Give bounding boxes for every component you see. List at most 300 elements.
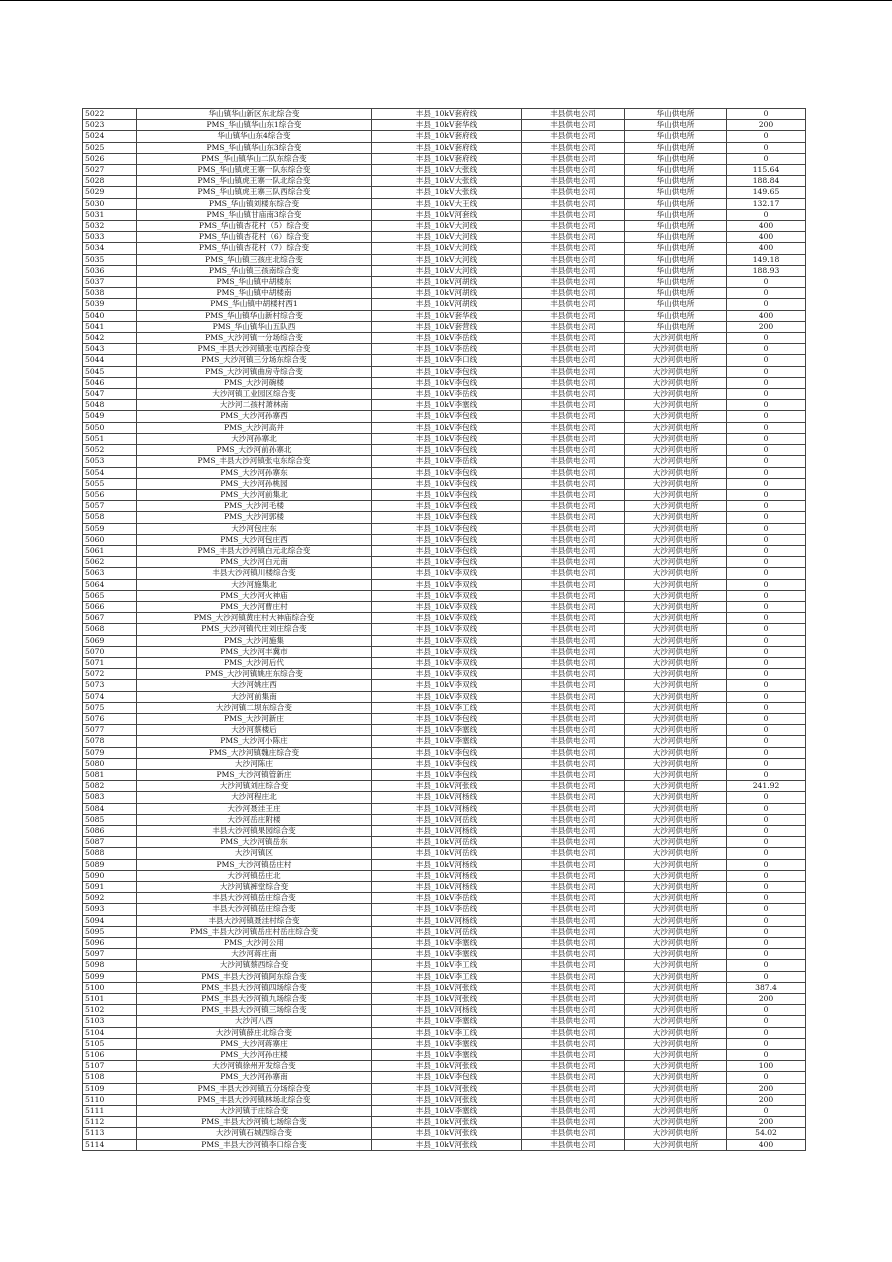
cell-id: 5069 (83, 635, 137, 646)
table-row (83, 915, 806, 926)
table-row (83, 310, 806, 321)
cell-id: 5091 (83, 882, 137, 893)
table-row (83, 131, 806, 142)
table-row (83, 187, 806, 198)
cell-company: 丰县供电公司 (522, 120, 625, 131)
cell-id: 5107 (83, 1061, 137, 1072)
cell-id: 5089 (83, 859, 137, 870)
cell-company: 丰县供电公司 (522, 848, 625, 859)
cell-company: 丰县供电公司 (522, 893, 625, 904)
cell-feeder-line: 丰县_10kV李双线 (372, 613, 522, 624)
cell-id: 5038 (83, 288, 137, 299)
table-body (83, 109, 806, 1151)
cell-transformer-name: PMS_华山镇中胡楼南 (137, 288, 372, 299)
data-table (82, 108, 806, 1151)
cell-company: 丰县供电公司 (522, 254, 625, 265)
cell-station: 大沙河供电所 (625, 333, 727, 344)
table-row (83, 478, 806, 489)
cell-station: 大沙河供电所 (625, 478, 727, 489)
cell-station: 大沙河供电所 (625, 1038, 727, 1049)
cell-transformer-name: PMS_大沙河孙寨西 (137, 411, 372, 422)
cell-transformer-name: 华山镇华山新区东北综合变 (137, 109, 372, 120)
table-row (83, 1072, 806, 1083)
cell-id: 5088 (83, 848, 137, 859)
cell-company: 丰县供电公司 (522, 781, 625, 792)
cell-transformer-name: PMS_大沙河镇管新庄 (137, 769, 372, 780)
cell-id: 5100 (83, 982, 137, 993)
cell-value: 0 (727, 344, 806, 355)
cell-station: 大沙河供电所 (625, 579, 727, 590)
table-row (83, 422, 806, 433)
cell-company: 丰县供电公司 (522, 702, 625, 713)
page-top-rule (0, 0, 892, 1)
cell-transformer-name: 丰县大沙河镇岳庄综合变 (137, 893, 372, 904)
table-row (83, 1061, 806, 1072)
cell-id: 5077 (83, 725, 137, 736)
cell-value: 0 (727, 792, 806, 803)
cell-feeder-line: 丰县_10kV李塞线 (372, 725, 522, 736)
cell-feeder-line: 丰县_10kV河张线 (372, 994, 522, 1005)
table-row (83, 859, 806, 870)
cell-company: 丰县供电公司 (522, 221, 625, 232)
table-row (83, 702, 806, 713)
cell-transformer-name: 大沙河镇区 (137, 848, 372, 859)
cell-company: 丰县供电公司 (522, 209, 625, 220)
cell-id: 5087 (83, 837, 137, 848)
cell-feeder-line: 丰县_10kV河张线 (372, 982, 522, 993)
cell-transformer-name: PMS_大沙河新庄 (137, 713, 372, 724)
cell-feeder-line: 丰县_10kV李包线 (372, 366, 522, 377)
cell-transformer-name: PMS_丰县大沙河镇白元北综合变 (137, 545, 372, 556)
cell-feeder-line: 丰县_10kV李包线 (372, 512, 522, 523)
cell-transformer-name: 大沙河施集北 (137, 579, 372, 590)
cell-transformer-name: PMS_大沙河镇魏庄综合变 (137, 747, 372, 758)
cell-transformer-name: PMS_丰县大沙河镇三场综合变 (137, 1005, 372, 1016)
cell-value: 188.84 (727, 176, 806, 187)
cell-id: 5102 (83, 1005, 137, 1016)
cell-id: 5030 (83, 198, 137, 209)
cell-company: 丰县供电公司 (522, 915, 625, 926)
cell-transformer-name: PMS_华山镇中胡楼村西1 (137, 299, 372, 310)
cell-company: 丰县供电公司 (522, 344, 625, 355)
cell-value: 0 (727, 411, 806, 422)
cell-station: 大沙河供电所 (625, 680, 727, 691)
cell-station: 大沙河供电所 (625, 523, 727, 534)
table-row (83, 736, 806, 747)
cell-company: 丰县供电公司 (522, 109, 625, 120)
cell-transformer-name: PMS_大沙河火神庙 (137, 590, 372, 601)
cell-id: 5093 (83, 904, 137, 915)
cell-company: 丰县供电公司 (522, 512, 625, 523)
cell-transformer-name: PMS_华山镇虎王寨一队北综合变 (137, 176, 372, 187)
table-row (83, 1083, 806, 1094)
cell-value: 54.02 (727, 1128, 806, 1139)
cell-station: 大沙河供电所 (625, 366, 727, 377)
cell-value: 0 (727, 758, 806, 769)
table-row (83, 321, 806, 332)
cell-feeder-line: 丰县_10kV河杨线 (372, 803, 522, 814)
cell-id: 5106 (83, 1050, 137, 1061)
cell-transformer-name: PMS_大沙河孙庄楼 (137, 1050, 372, 1061)
cell-value: 0 (727, 949, 806, 960)
cell-company: 丰县供电公司 (522, 1083, 625, 1094)
cell-feeder-line: 丰县_10kV李包线 (372, 478, 522, 489)
cell-id: 5105 (83, 1038, 137, 1049)
table-row (83, 814, 806, 825)
cell-station: 大沙河供电所 (625, 400, 727, 411)
cell-feeder-line: 丰县_10kV李包线 (372, 411, 522, 422)
cell-station: 大沙河供电所 (625, 467, 727, 478)
cell-feeder-line: 丰县_10kV李双线 (372, 657, 522, 668)
cell-station: 大沙河供电所 (625, 456, 727, 467)
cell-transformer-name: 丰县大沙河镇聂洼村综合变 (137, 915, 372, 926)
cell-value: 0 (727, 422, 806, 433)
cell-station: 大沙河供电所 (625, 377, 727, 388)
cell-company: 丰县供电公司 (522, 400, 625, 411)
cell-value: 0 (727, 893, 806, 904)
cell-transformer-name: 大沙河镇岳庄北 (137, 870, 372, 881)
cell-station: 大沙河供电所 (625, 814, 727, 825)
cell-company: 丰县供电公司 (522, 1027, 625, 1038)
cell-feeder-line: 丰县_10kV李包线 (372, 501, 522, 512)
cell-company: 丰县供电公司 (522, 288, 625, 299)
table-row (83, 680, 806, 691)
cell-company: 丰县供电公司 (522, 1128, 625, 1139)
cell-station: 华山供电所 (625, 243, 727, 254)
cell-id: 5026 (83, 153, 137, 164)
cell-feeder-line: 丰县_10kV李岳线 (372, 456, 522, 467)
cell-station: 大沙河供电所 (625, 960, 727, 971)
cell-id: 5070 (83, 646, 137, 657)
cell-station: 华山供电所 (625, 265, 727, 276)
cell-value: 400 (727, 243, 806, 254)
cell-id: 5111 (83, 1106, 137, 1117)
cell-transformer-name: PMS_华山镇杏花村（7）综合变 (137, 243, 372, 254)
cell-feeder-line: 丰县_10kV河杨线 (372, 1005, 522, 1016)
cell-station: 华山供电所 (625, 209, 727, 220)
cell-feeder-line: 丰县_10kV李塞线 (372, 1038, 522, 1049)
cell-feeder-line: 丰县_10kV李塞线 (372, 949, 522, 960)
cell-company: 丰县供电公司 (522, 165, 625, 176)
cell-feeder-line: 丰县_10kV李双线 (372, 624, 522, 635)
cell-feeder-line: 丰县_10kV李包线 (372, 747, 522, 758)
cell-id: 5022 (83, 109, 137, 120)
cell-id: 5039 (83, 299, 137, 310)
cell-value: 0 (727, 803, 806, 814)
cell-station: 大沙河供电所 (625, 557, 727, 568)
cell-station: 大沙河供电所 (625, 657, 727, 668)
cell-transformer-name: 大沙河镇薛庄北综合变 (137, 1027, 372, 1038)
cell-station: 大沙河供电所 (625, 713, 727, 724)
cell-feeder-line: 丰县_10kV河岳线 (372, 848, 522, 859)
table-row (83, 366, 806, 377)
cell-id: 5049 (83, 411, 137, 422)
cell-company: 丰县供电公司 (522, 926, 625, 937)
cell-company: 丰县供电公司 (522, 736, 625, 747)
cell-transformer-name: PMS_大沙河孙寨东 (137, 467, 372, 478)
cell-value: 0 (727, 859, 806, 870)
cell-transformer-name: PMS_大沙河白元南 (137, 557, 372, 568)
cell-feeder-line: 丰县_10kV河杨线 (372, 859, 522, 870)
cell-id: 5078 (83, 736, 137, 747)
cell-station: 大沙河供电所 (625, 938, 727, 949)
cell-transformer-name: 大沙河岳庄附楼 (137, 814, 372, 825)
cell-station: 华山供电所 (625, 221, 727, 232)
cell-company: 丰县供电公司 (522, 971, 625, 982)
cell-transformer-name: PMS_大沙河毛楼 (137, 501, 372, 512)
cell-feeder-line: 丰县_10kV河岳线 (372, 926, 522, 937)
cell-value: 0 (727, 400, 806, 411)
cell-transformer-name: 大沙河镇于庄综合变 (137, 1106, 372, 1117)
cell-value: 0 (727, 534, 806, 545)
cell-feeder-line: 丰县_10kV李包线 (372, 769, 522, 780)
cell-value: 0 (727, 512, 806, 523)
cell-id: 5061 (83, 545, 137, 556)
cell-feeder-line: 丰县_10kV李双线 (372, 590, 522, 601)
cell-company: 丰县供电公司 (522, 691, 625, 702)
cell-company: 丰县供电公司 (522, 938, 625, 949)
cell-id: 5054 (83, 467, 137, 478)
cell-station: 大沙河供电所 (625, 691, 727, 702)
cell-station: 大沙河供电所 (625, 1117, 727, 1128)
cell-value: 100 (727, 1061, 806, 1072)
cell-id: 5034 (83, 243, 137, 254)
cell-feeder-line: 丰县_10kV李塞线 (372, 736, 522, 747)
cell-feeder-line: 丰县_10kV李塞线 (372, 1016, 522, 1027)
table-row (83, 1139, 806, 1150)
cell-company: 丰县供电公司 (522, 725, 625, 736)
cell-company: 丰县供电公司 (522, 176, 625, 187)
cell-id: 5074 (83, 691, 137, 702)
cell-id: 5079 (83, 747, 137, 758)
table-row (83, 882, 806, 893)
cell-transformer-name: 大沙河镇蔡西综合变 (137, 960, 372, 971)
cell-transformer-name: PMS_华山镇杏花村（5）综合变 (137, 221, 372, 232)
cell-value: 0 (727, 1027, 806, 1038)
cell-feeder-line: 丰县_10kV大河线 (372, 243, 522, 254)
cell-feeder-line: 丰县_10kV河张线 (372, 1094, 522, 1105)
cell-id: 5036 (83, 265, 137, 276)
cell-id: 5025 (83, 142, 137, 153)
cell-value: 0 (727, 545, 806, 556)
cell-value: 0 (727, 366, 806, 377)
cell-id: 5114 (83, 1139, 137, 1150)
cell-id: 5076 (83, 713, 137, 724)
cell-transformer-name: 大沙河镇刘庄综合变 (137, 781, 372, 792)
table-row (83, 960, 806, 971)
cell-company: 丰县供电公司 (522, 1139, 625, 1150)
cell-station: 大沙河供电所 (625, 601, 727, 612)
cell-feeder-line: 丰县_10kV李包线 (372, 523, 522, 534)
table-row (83, 265, 806, 276)
cell-company: 丰县供电公司 (522, 814, 625, 825)
cell-station: 大沙河供电所 (625, 411, 727, 422)
table-row (83, 758, 806, 769)
cell-station: 大沙河供电所 (625, 1016, 727, 1027)
cell-value: 0 (727, 635, 806, 646)
table-row (83, 1016, 806, 1027)
cell-value: 0 (727, 601, 806, 612)
cell-company: 丰县供电公司 (522, 1106, 625, 1117)
cell-id: 5097 (83, 949, 137, 960)
cell-value: 0 (727, 646, 806, 657)
cell-feeder-line: 丰县_10kV李包线 (372, 489, 522, 500)
table-row (83, 826, 806, 837)
cell-feeder-line: 丰县_10kV套府线 (372, 109, 522, 120)
cell-value: 0 (727, 837, 806, 848)
cell-value: 0 (727, 288, 806, 299)
cell-value: 0 (727, 153, 806, 164)
table-row (83, 176, 806, 187)
cell-transformer-name: 大沙河孙寨北 (137, 433, 372, 444)
cell-company: 丰县供电公司 (522, 568, 625, 579)
table-row (83, 926, 806, 937)
cell-value: 0 (727, 971, 806, 982)
cell-company: 丰县供电公司 (522, 232, 625, 243)
cell-transformer-name: PMS_华山镇三孩南综合变 (137, 265, 372, 276)
cell-value: 0 (727, 456, 806, 467)
cell-company: 丰县供电公司 (522, 792, 625, 803)
table-row (83, 747, 806, 758)
cell-company: 丰县供电公司 (522, 299, 625, 310)
cell-feeder-line: 丰县_10kV河杨线 (372, 792, 522, 803)
cell-feeder-line: 丰县_10kV大河线 (372, 254, 522, 265)
cell-station: 华山供电所 (625, 153, 727, 164)
cell-value: 149.18 (727, 254, 806, 265)
cell-id: 5047 (83, 389, 137, 400)
cell-feeder-line: 丰县_10kV李塞线 (372, 938, 522, 949)
cell-feeder-line: 丰县_10kV李包线 (372, 1072, 522, 1083)
cell-value: 0 (727, 702, 806, 713)
cell-transformer-name: PMS_大沙河镇姚庄东综合变 (137, 669, 372, 680)
table-row (83, 1050, 806, 1061)
table-row (83, 142, 806, 153)
table-row (83, 646, 806, 657)
cell-transformer-name: 丰县大沙河镇果园综合变 (137, 826, 372, 837)
table-row (83, 568, 806, 579)
cell-company: 丰县供电公司 (522, 1061, 625, 1072)
cell-station: 大沙河供电所 (625, 1083, 727, 1094)
cell-transformer-name: PMS_华山镇三孩庄北综合变 (137, 254, 372, 265)
cell-feeder-line: 丰县_10kV李包线 (372, 758, 522, 769)
cell-value: 200 (727, 1094, 806, 1105)
cell-station: 大沙河供电所 (625, 1027, 727, 1038)
cell-id: 5082 (83, 781, 137, 792)
cell-feeder-line: 丰县_10kV河杨线 (372, 915, 522, 926)
table-row (83, 389, 806, 400)
cell-transformer-name: PMS_华山镇华山新村综合变 (137, 310, 372, 321)
cell-station: 大沙河供电所 (625, 758, 727, 769)
cell-station: 大沙河供电所 (625, 624, 727, 635)
cell-transformer-name: 大沙河二孩村萧林南 (137, 400, 372, 411)
cell-station: 大沙河供电所 (625, 781, 727, 792)
cell-id: 5094 (83, 915, 137, 926)
cell-station: 大沙河供电所 (625, 489, 727, 500)
cell-value: 0 (727, 826, 806, 837)
table-row (83, 534, 806, 545)
cell-feeder-line: 丰县_10kV大张线 (372, 187, 522, 198)
table-row (83, 109, 806, 120)
cell-company: 丰县供电公司 (522, 624, 625, 635)
cell-feeder-line: 丰县_10kV李包线 (372, 557, 522, 568)
table-row (83, 333, 806, 344)
cell-feeder-line: 丰县_10kV河张线 (372, 1083, 522, 1094)
cell-value: 200 (727, 994, 806, 1005)
cell-id: 5051 (83, 433, 137, 444)
cell-value: 0 (727, 299, 806, 310)
cell-company: 丰县供电公司 (522, 523, 625, 534)
cell-station: 大沙河供电所 (625, 613, 727, 624)
cell-company: 丰县供电公司 (522, 837, 625, 848)
cell-transformer-name: PMS_丰县大沙河镇阿东综合变 (137, 971, 372, 982)
table-row (83, 557, 806, 568)
cell-transformer-name: PMS_丰县大沙河镇张屯东综合变 (137, 456, 372, 467)
cell-value: 0 (727, 433, 806, 444)
cell-value: 0 (727, 882, 806, 893)
cell-company: 丰县供电公司 (522, 243, 625, 254)
cell-company: 丰县供电公司 (522, 534, 625, 545)
cell-feeder-line: 丰县_10kV套华线 (372, 310, 522, 321)
cell-transformer-name: PMS_丰县大沙河镇张屯西综合变 (137, 344, 372, 355)
cell-value: 149.65 (727, 187, 806, 198)
cell-value: 0 (727, 736, 806, 747)
cell-company: 丰县供电公司 (522, 277, 625, 288)
cell-value: 0 (727, 445, 806, 456)
cell-feeder-line: 丰县_10kV李包线 (372, 713, 522, 724)
cell-id: 5060 (83, 534, 137, 545)
cell-station: 华山供电所 (625, 187, 727, 198)
cell-transformer-name: PMS_华山镇华山东3综合变 (137, 142, 372, 153)
cell-id: 5035 (83, 254, 137, 265)
cell-value: 400 (727, 221, 806, 232)
cell-id: 5029 (83, 187, 137, 198)
cell-transformer-name: PMS_华山镇甘庙南3综合变 (137, 209, 372, 220)
cell-feeder-line: 丰县_10kV套府线 (372, 142, 522, 153)
cell-transformer-name: 大沙河镇徐州开发综合变 (137, 1061, 372, 1072)
cell-value: 0 (727, 960, 806, 971)
cell-id: 5059 (83, 523, 137, 534)
table-row (83, 1128, 806, 1139)
cell-company: 丰县供电公司 (522, 769, 625, 780)
cell-transformer-name: PMS_大沙河镇一分场综合变 (137, 333, 372, 344)
cell-id: 5024 (83, 131, 137, 142)
table-row (83, 781, 806, 792)
cell-id: 5045 (83, 366, 137, 377)
cell-company: 丰县供电公司 (522, 422, 625, 433)
table-row (83, 501, 806, 512)
cell-value: 0 (727, 467, 806, 478)
cell-station: 大沙河供电所 (625, 803, 727, 814)
cell-feeder-line: 丰县_10kV李双线 (372, 601, 522, 612)
cell-id: 5075 (83, 702, 137, 713)
cell-id: 5046 (83, 377, 137, 388)
cell-station: 大沙河供电所 (625, 1072, 727, 1083)
cell-value: 0 (727, 870, 806, 881)
table-row (83, 725, 806, 736)
table-row (83, 792, 806, 803)
table-row (83, 377, 806, 388)
cell-feeder-line: 丰县_10kV李包线 (372, 545, 522, 556)
cell-feeder-line: 丰县_10kV河张线 (372, 1139, 522, 1150)
cell-transformer-name: 大沙河包庄东 (137, 523, 372, 534)
cell-company: 丰县供电公司 (522, 265, 625, 276)
cell-company: 丰县供电公司 (522, 590, 625, 601)
table-row (83, 601, 806, 612)
cell-feeder-line: 丰县_10kV李包线 (372, 467, 522, 478)
cell-id: 5072 (83, 669, 137, 680)
cell-id: 5112 (83, 1117, 137, 1128)
table-row (83, 165, 806, 176)
